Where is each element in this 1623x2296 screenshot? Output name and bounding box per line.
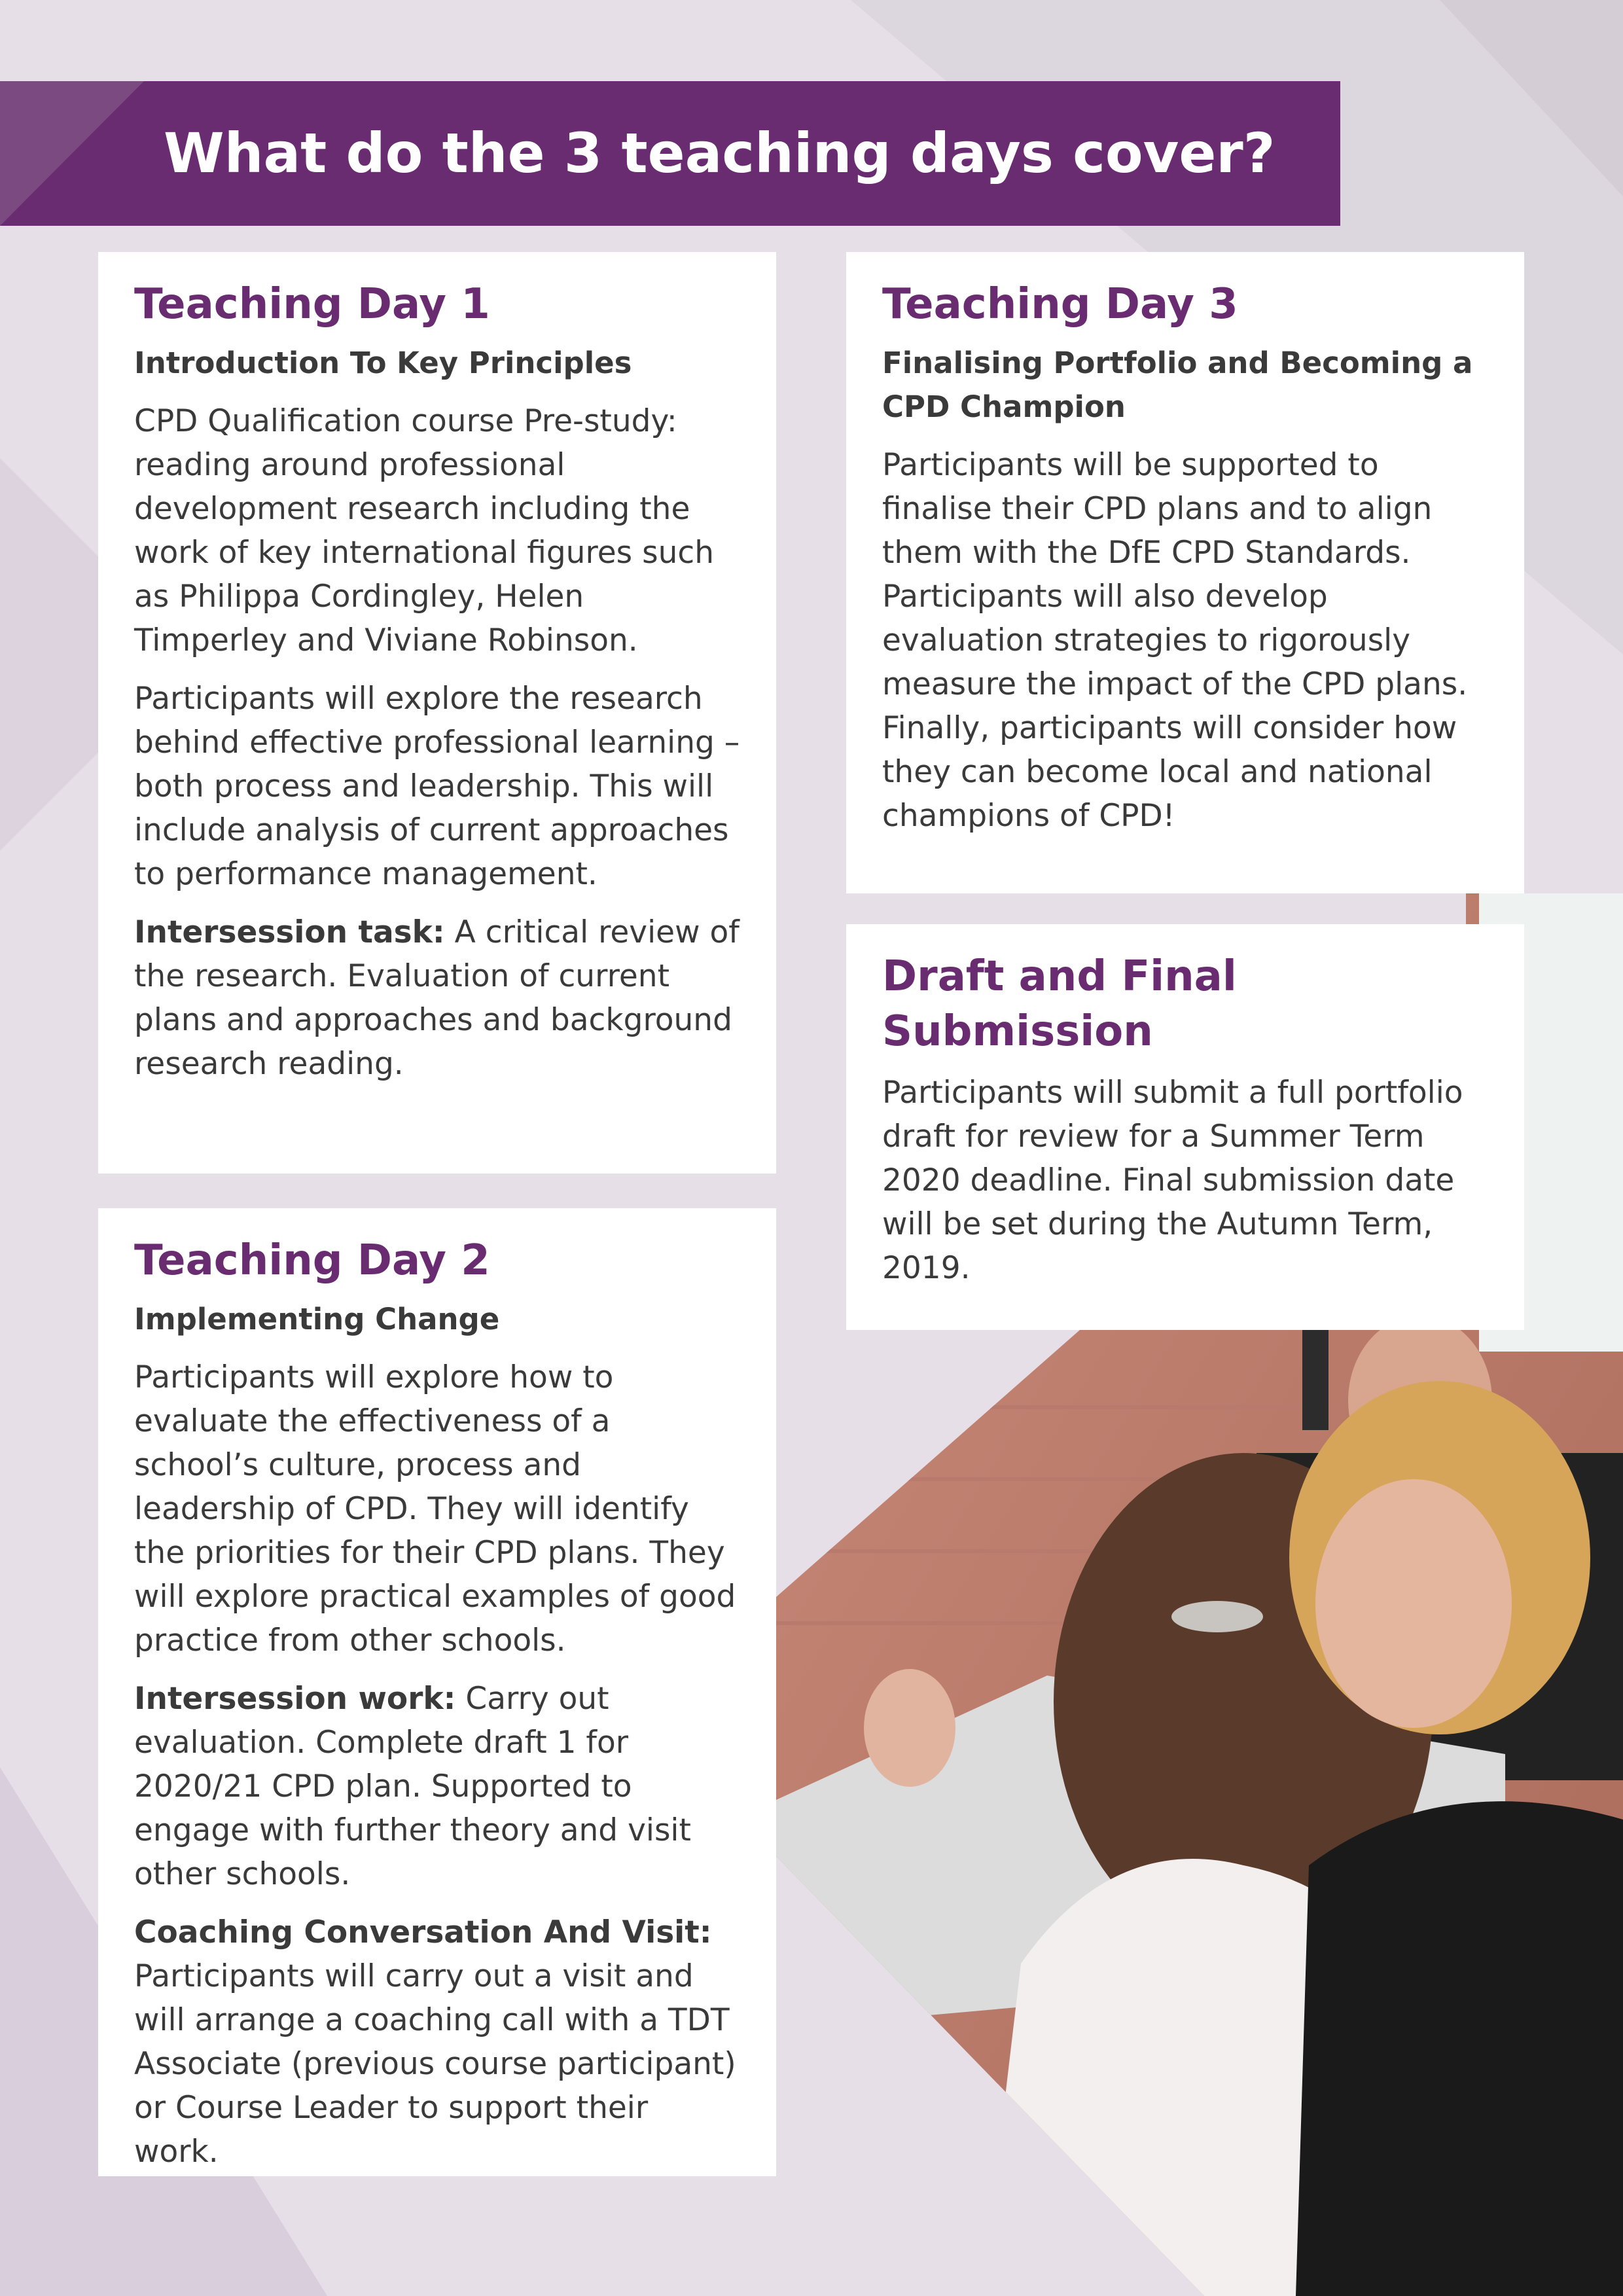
intersession-task-text: A critical review of the research. Evaluation of current plans and approaches and background research reading. [134,914,740,1082]
banner-corner-shape [0,81,144,226]
teaching-day-1-paragraph-1: CPD Qualification course Pre-study: reading around professional development research including the work of key international figures such as Philippa Cordingley, Helen Timperley and Viviane Robinson. [134,403,715,658]
teaching-day-2-coaching [134,1910,741,2174]
intersession-task-label: Intersession task: [134,914,445,950]
teaching-day-3-card [846,252,1524,893]
page-title: What do the 3 teaching days cover? [164,121,1275,185]
intersession-work-label: Intersession work: [134,1681,456,1717]
teaching-day-2-subheading: Implementing Change [134,1302,500,1336]
coaching-label: Coaching Conversation And Visit: [134,1914,712,1950]
intersession-work-text: Carry out evaluation. Complete draft 1 for 2020/21 CPD plan. Supported to engage with further theory and visit other schools. [134,1681,691,1892]
submission-paragraph-1: Participants will submit a full portfolio draft for review for a Summer Term 2020 deadline. Final submission date will be set during the Autumn Term, 2019. [882,1075,1463,1286]
teaching-day-1-heading: Teaching Day 1 [134,280,490,329]
teaching-day-3-heading: Teaching Day 3 [882,280,1238,329]
teaching-day-2-intersession [134,1677,741,1896]
teaching-day-2-heading: Teaching Day 2 [134,1236,490,1285]
teaching-day-1-subheading: Introduction To Key Principles [134,346,632,380]
submission-heading: Draft and Final Submission [882,952,1237,1056]
teaching-day-2-paragraph-1: Participants will explore how to evaluate the effectiveness of a school’s culture, process and leadership of CPD. They will identify the priorities for their CPD plans. They will explore practical examples of good practice from other schools. [134,1359,736,1659]
teaching-day-1-intersession [134,910,741,1086]
teaching-day-1-card [98,252,776,1174]
teaching-day-3-paragraph-1: Participants will be supported to finalise their CPD plans and to align them with the DfE CPD Standards. Participants will also develop evaluation strategies to rigorously measure the impact of the CPD plans. Finally, participants will consider how they can become local and national champions of CPD! [882,447,1468,834]
teaching-day-3-subheading: Finalising Portfolio and Becoming a CPD Champion [882,346,1473,424]
teaching-day-1-paragraph-2: Participants will explore the research behind effective professional learning – both process and leadership. This will include analysis of current approaches to performance management. [134,681,740,892]
coaching-text: Participants will carry out a visit and will arrange a coaching call with a TDT Associate (previous course participant) or Course Leader to support their work. [134,1958,736,2170]
submission-card [846,924,1524,1330]
teaching-day-2-card [98,1208,776,2176]
title-banner [0,81,1340,226]
